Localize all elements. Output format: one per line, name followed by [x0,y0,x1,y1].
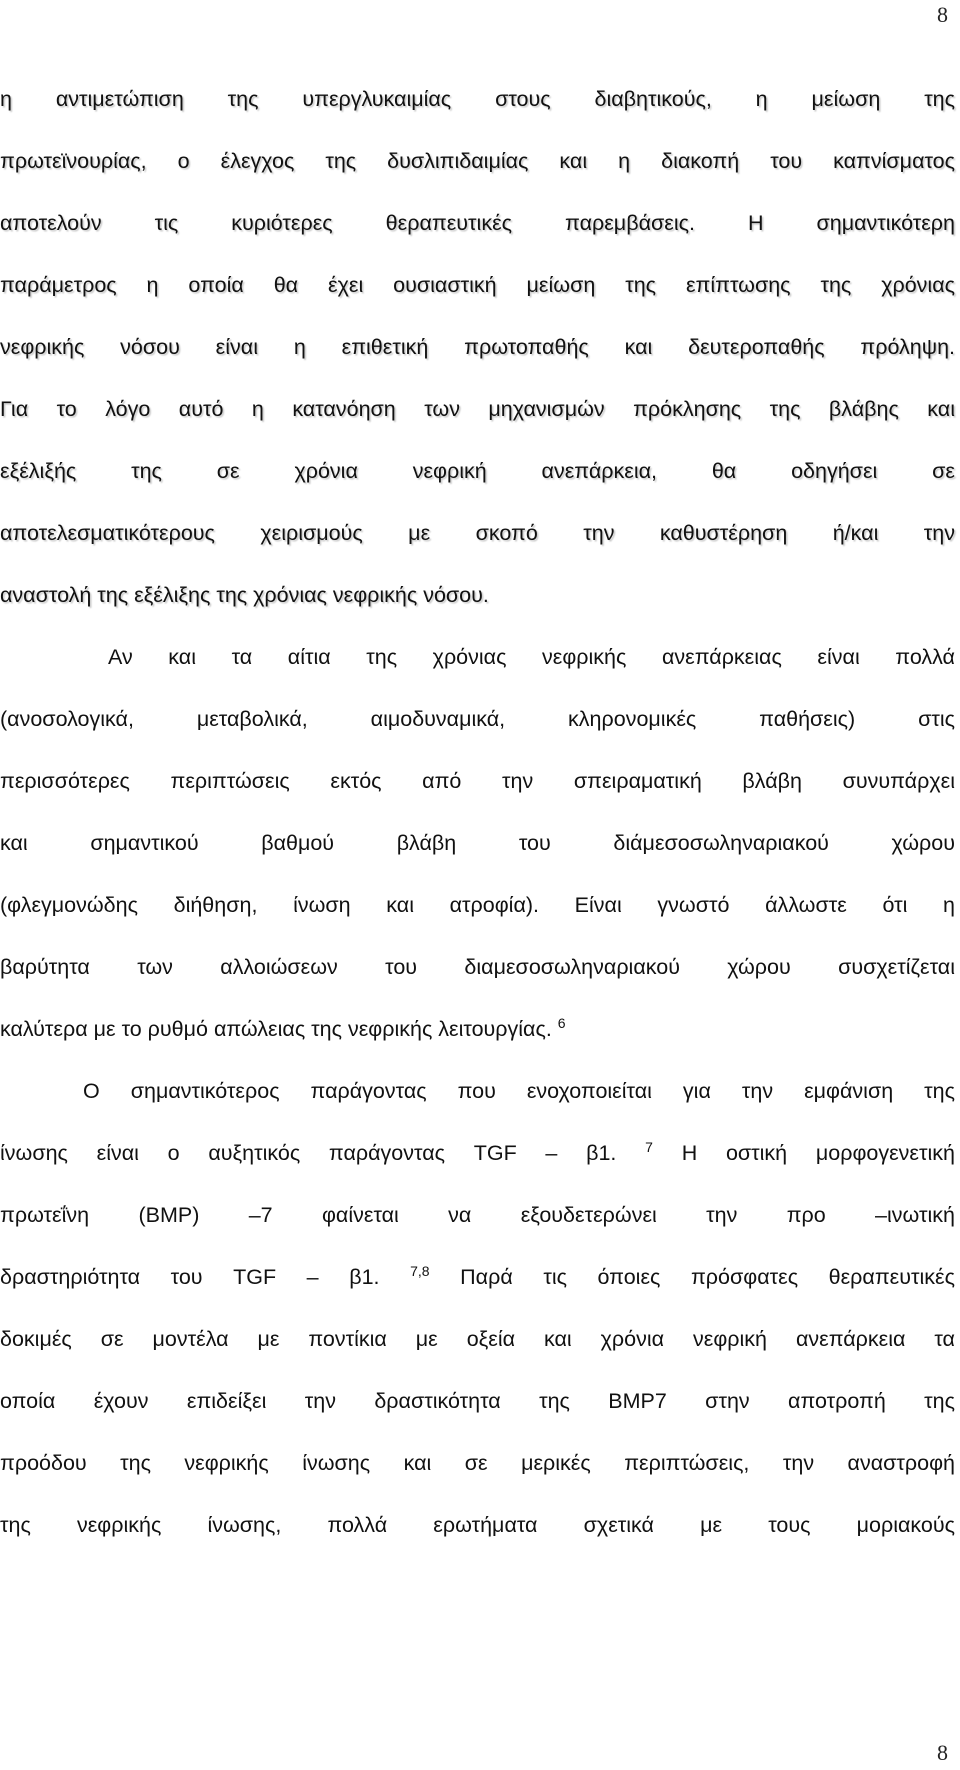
paragraph-1-line: νεφρικής νόσου είναι η επιθετική πρωτοπαθής και δευτεροπαθής πρόληψη. [0,335,955,359]
paragraph-3 [0,1068,955,1564]
page-number-bottom: 8 [937,1740,948,1765]
paragraph-1-line: αποτελούν τις κυριότερες θεραπευτικές παρεμβάσεις. Η σημαντικότερη [0,211,955,235]
paragraph-1-line: αναστολή της εξέλιξης της χρόνιας νεφρικής νόσου. [0,583,489,607]
paragraph-1-line: η αντιμετώπιση της υπεργλυκαιμίας στους διαβητικούς, η μείωση της [0,87,955,111]
paragraph-3-line-text: Παρά τις όποιες πρόσφατες θεραπευτικές [460,1265,955,1289]
paragraph-3-line [0,1130,955,1192]
paragraph-3-line: της νεφρικής ίνωσης, πολλά ερωτήματα σχετικά με τους μοριακούς [0,1513,955,1537]
paragraph-2-line-text: καλύτερα με το ρυθμό απώλειας της νεφρικής λειτουργίας. [0,1017,552,1041]
paragraph-3-line: δοκιμές σε μοντέλα με ποντίκια με οξεία και χρόνια νεφρική ανεπάρκεια τα [0,1327,955,1351]
document-body [0,76,955,1564]
paragraph-3-line: Ο σημαντικότερος παράγοντας που ενοχοποιείται για την εμφάνιση της [83,1079,955,1103]
paragraph-3-line-text: δραστηριότητα του TGF – β1. [0,1265,380,1289]
paragraph-1-line: αποτελεσματικότερους χειρισμούς με σκοπό την καθυστέρηση ή/και την [0,521,955,545]
paragraph-3-line: προόδου της νεφρικής ίνωσης και σε μερικές περιπτώσεις, την αναστροφή [0,1451,955,1475]
paragraph-2-line: βαρύτητα των αλλοιώσεων του διαμεσοσωληναριακού χώρου συσχετίζεται [0,955,955,979]
paragraph-2-line: περισσότερες περιπτώσεις εκτός από την σπειραματική βλάβη συνυπάρχει [0,769,955,793]
page-number-top: 8 [937,2,948,27]
paragraph-2 [0,634,955,1068]
paragraph-1-line: παράμετρος η οποία θα έχει ουσιαστική μείωση της επίπτωσης της χρόνιας [0,273,955,297]
paragraph-3-line: οποία έχουν επιδείξει την δραστικότητα της BMP7 στην αποτροπή της [0,1389,955,1413]
paragraph-2-line [0,1006,955,1068]
reference-superscript: 6 [557,1014,566,1031]
paragraph-2-line: Αν και τα αίτια της χρόνιας νεφρικής ανεπάρκειας είναι πολλά [108,645,955,669]
paragraph-1-line: εξέλιξής της σε χρόνια νεφρική ανεπάρκεια, θα οδηγήσει σε [0,459,955,483]
paragraph-3-line-text: Η οστική μορφογενετική [681,1141,955,1165]
paragraph-3-line: πρωτεΐνη (BMP) –7 φαίνεται να εξουδετερώνει την προ –ινωτική [0,1203,955,1227]
paragraph-1-line: Για το λόγο αυτό η κατανόηση των μηχανισμών πρόκλησης της βλάβης και [0,397,955,421]
paragraph-3-line-text: ίνωσης είναι ο αυξητικός παράγοντας TGF – β1. [0,1141,617,1165]
reference-superscript: 7 [645,1138,653,1155]
paragraph-1-line: πρωτεϊνουρίας, ο έλεγχος της δυσλιπιδαιμίας και η διακοπή του καπνίσματος [0,149,955,173]
paragraph-2-line: και σημαντικού βαθμού βλάβη του διάμεσοσωληναριακού χώρου [0,831,955,855]
paragraph-2-line: (ανοσολογικά, μεταβολικά, αιμοδυναμικά, κληρονομικές παθήσεις) στις [0,707,955,731]
reference-superscript: 7,8 [410,1262,430,1279]
paragraph-1 [0,76,955,634]
paragraph-2-line: (φλεγμονώδης διήθηση, ίνωση και ατροφία). Είναι γνωστό άλλωστε ότι η [0,893,955,917]
paragraph-3-line [0,1254,955,1316]
